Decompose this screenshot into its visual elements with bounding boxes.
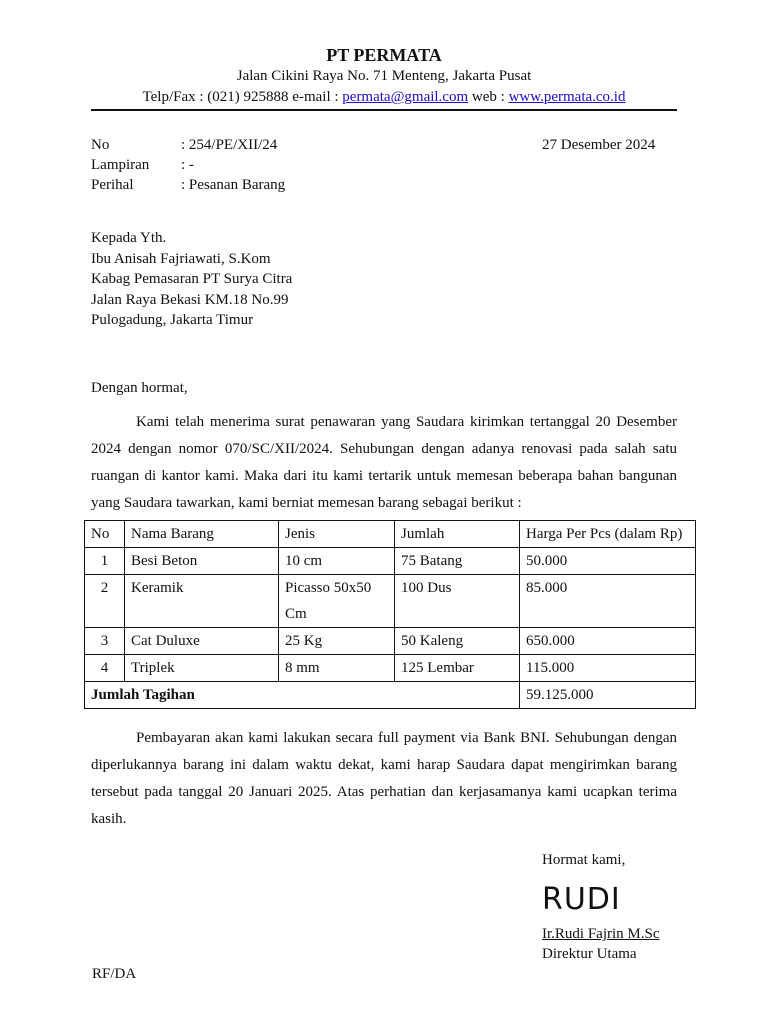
cell-jenis: 25 Kg xyxy=(279,627,395,654)
meta-no-label: No xyxy=(91,137,110,153)
company-name: PT PERMATA xyxy=(326,45,442,65)
table-row xyxy=(85,574,696,627)
table-row xyxy=(85,654,696,681)
signer-name: Ir.Rudi Fajrin M.Sc xyxy=(542,926,660,942)
cell-harga: 650.000 xyxy=(520,627,696,654)
table-row xyxy=(85,627,696,654)
cell-jumlah: 125 Lembar xyxy=(395,654,520,681)
meta-perihal-value: : Pesanan Barang xyxy=(181,177,286,193)
cell-jenis: 8 mm xyxy=(279,654,395,681)
cell-jenis: Picasso 50x50 Cm xyxy=(279,574,395,627)
signature: RUDI xyxy=(542,882,621,917)
recipient-block xyxy=(91,228,677,331)
letter-page xyxy=(91,44,683,982)
header-nama-barang: Nama Barang xyxy=(125,520,279,547)
meta-no-value: : 254/PE/XII/24 xyxy=(181,137,278,153)
cell-harga: 50.000 xyxy=(520,547,696,574)
table-header-row xyxy=(85,520,696,547)
cell-harga: 85.000 xyxy=(520,574,696,627)
cell-jenis: 10 cm xyxy=(279,547,395,574)
letterhead-divider xyxy=(91,109,677,111)
total-value: 59.125.000 xyxy=(520,681,696,708)
letterhead xyxy=(91,44,677,111)
cell-harga: 115.000 xyxy=(520,654,696,681)
cell-jumlah: 50 Kaleng xyxy=(395,627,520,654)
meta-lampiran-label: Lampiran xyxy=(91,157,150,173)
table-row xyxy=(85,547,696,574)
meta-lampiran-value: : - xyxy=(181,157,194,173)
website-link[interactable]: www.permata.co.id xyxy=(508,89,626,105)
cell-no: 4 xyxy=(85,654,125,681)
body-paragraph-2: Pembayaran akan kami lakukan secara full payment via Bank BNI. Sehubungan dengan diperlukannya barang ini dalam waktu dekat, kami harap Saudara dapat mengirimkan barang tersebut pada tanggal 20 Januari 2025. Atas perhatian dan kerjasamanya kami ucapkan terima kasih. xyxy=(91,729,677,827)
recipient-name: Ibu Anisah Fajriawati, S.Kom xyxy=(91,250,271,267)
closing-block xyxy=(542,850,742,964)
recipient-address: Jalan Raya Bekasi KM.18 No.99 xyxy=(91,291,289,308)
closing-salutation: Hormat kami, xyxy=(542,852,626,868)
cell-nama-barang: Besi Beton xyxy=(125,547,279,574)
meta-row-lampiran xyxy=(91,155,677,175)
table-total-row xyxy=(85,681,696,708)
signer-title: Direktur Utama xyxy=(542,946,637,962)
greeting: Dengan hormat, xyxy=(91,379,188,396)
cell-jumlah: 100 Dus xyxy=(395,574,520,627)
order-table xyxy=(84,520,696,709)
cell-nama-barang: Keramik xyxy=(125,574,279,627)
email-link[interactable]: permata@gmail.com xyxy=(342,89,469,105)
recipient-position: Kabag Pemasaran PT Surya Citra xyxy=(91,271,293,287)
company-address: Jalan Cikini Raya No. 71 Menteng, Jakarta Pusat xyxy=(236,68,532,84)
header-harga: Harga Per Pcs (dalam Rp) xyxy=(520,520,696,547)
cell-no: 2 xyxy=(85,574,125,627)
recipient-city: Pulogadung, Jakarta Timur xyxy=(91,312,254,328)
reference-initials: RF/DA xyxy=(92,966,137,982)
web-prefix: web : xyxy=(468,89,509,105)
company-contact xyxy=(91,87,677,108)
contact-prefix: Telp/Fax : (021) 925888 e-mail : xyxy=(142,89,343,105)
header-jumlah: Jumlah xyxy=(395,520,520,547)
cell-no: 1 xyxy=(85,547,125,574)
header-no: No xyxy=(85,520,125,547)
cell-no: 3 xyxy=(85,627,125,654)
total-label: Jumlah Tagihan xyxy=(85,681,520,708)
letter-date: 27 Desember 2024 xyxy=(542,137,656,153)
meta-row-perihal xyxy=(91,175,677,195)
recipient-line: Kepada Yth. xyxy=(91,230,167,246)
cell-nama-barang: Cat Duluxe xyxy=(125,627,279,654)
meta-perihal-label: Perihal xyxy=(91,177,134,193)
letter-meta xyxy=(91,135,677,195)
body-paragraph-1: Kami telah menerima surat penawaran yang Saudara kirimkan tertanggal 20 Desember 2024 dengan nomor 070/SC/XII/2024. Sehubungan dengan adanya renovasi pada salah satu ruangan di kantor kami. Maka dari itu kami tertarik untuk memesan beberapa bahan bangunan yang Saudara tawarkan, kami berniat memesan barang sebagai berikut : xyxy=(91,413,677,511)
cell-jumlah: 75 Batang xyxy=(395,547,520,574)
cell-nama-barang: Triplek xyxy=(125,654,279,681)
header-jenis: Jenis xyxy=(279,520,395,547)
